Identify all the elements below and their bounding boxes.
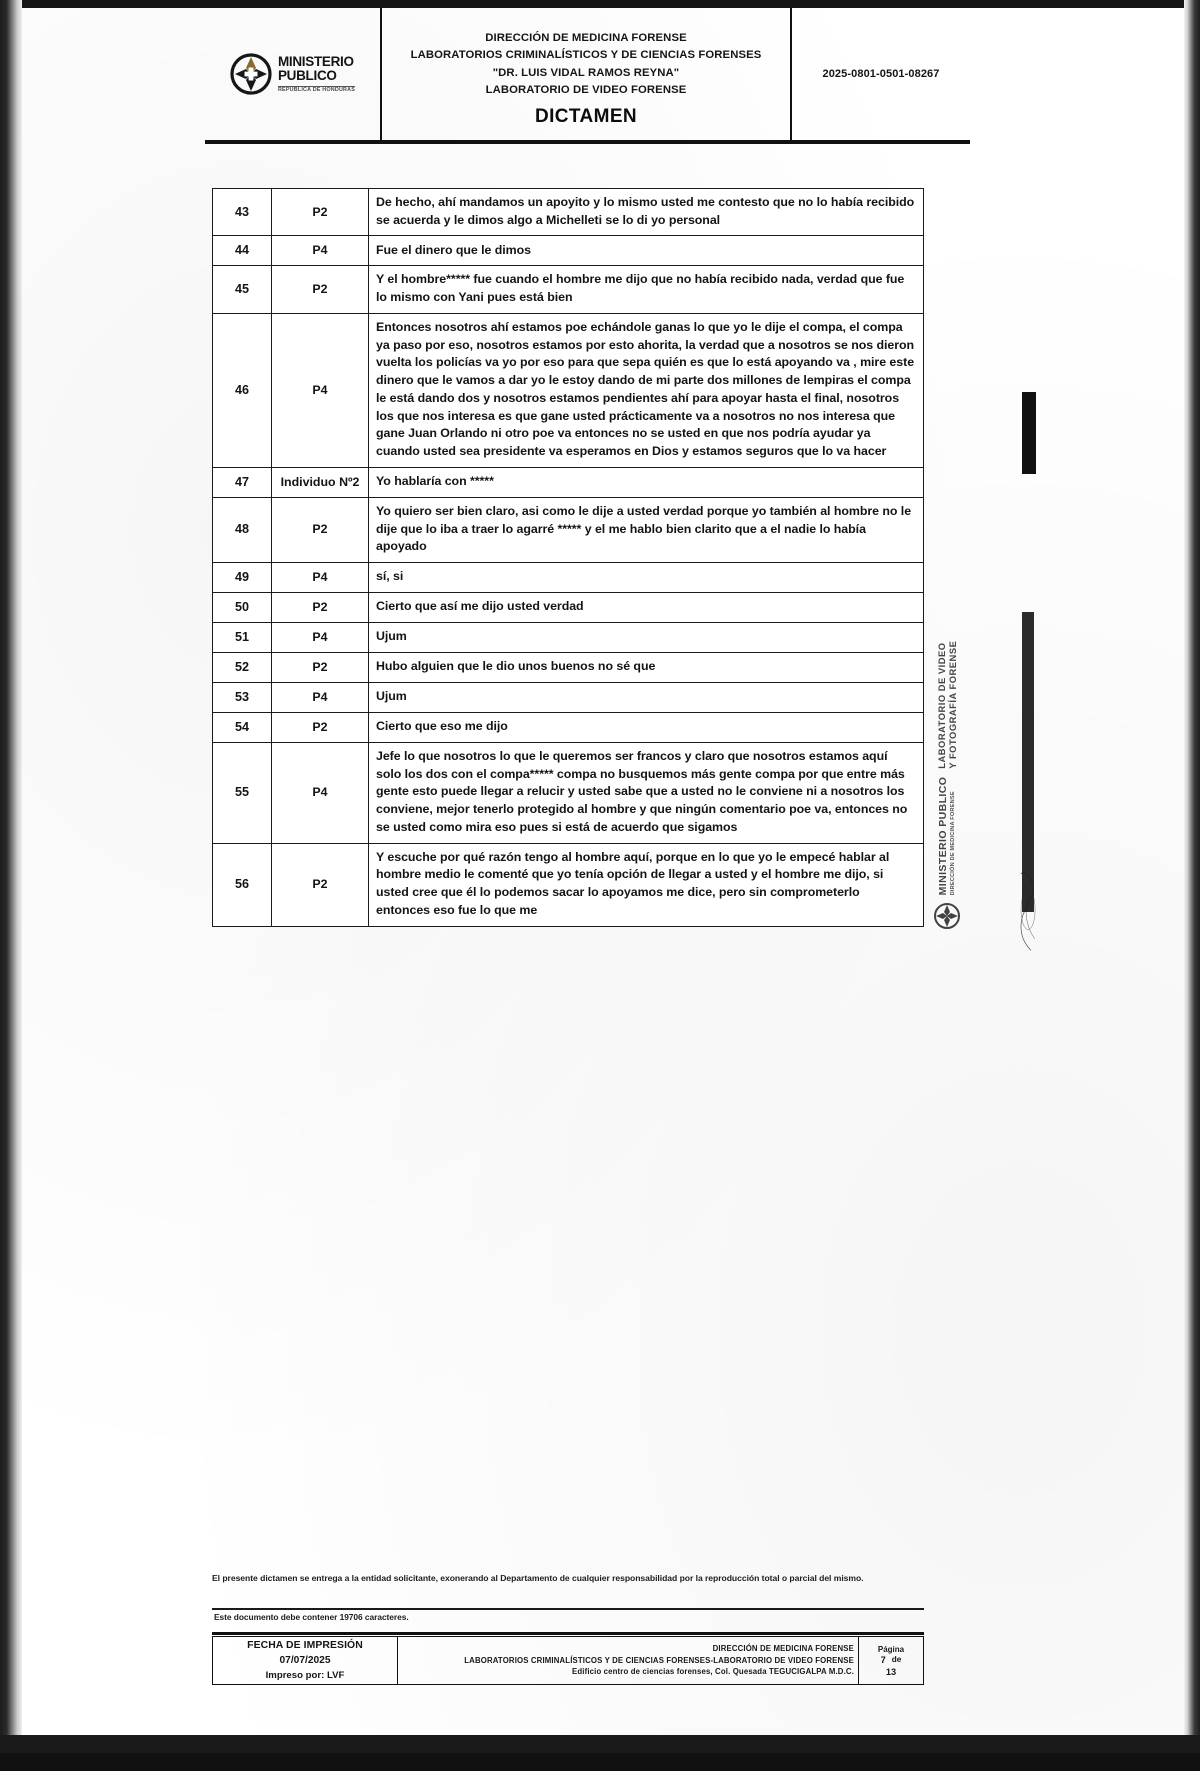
row-speaker: Individuo Nº2 xyxy=(272,467,369,497)
logo-line-2: PUBLICO xyxy=(277,67,337,83)
row-number: 44 xyxy=(213,236,272,266)
row-number: 54 xyxy=(213,713,272,743)
footer-printed-by: Impreso por: LVF xyxy=(265,1670,345,1681)
row-number: 50 xyxy=(213,593,272,623)
table-row xyxy=(213,189,924,236)
ministerio-publico-logo-icon xyxy=(230,52,272,96)
scan-band-bottom-gray xyxy=(0,1735,1200,1755)
table-row xyxy=(213,497,924,562)
transcript-table-body xyxy=(213,189,924,927)
row-speaker: P4 xyxy=(272,313,369,467)
header-titles-cell xyxy=(382,8,792,140)
row-number: 53 xyxy=(213,683,272,713)
row-transcript-text: Ujum xyxy=(369,683,924,713)
table-row xyxy=(213,563,924,593)
row-transcript-text: De hecho, ahí mandamos un apoyito y lo mismo usted me contesto que no lo había recibido se acuerda y le dimos algo a Michelleti se lo di yo personal xyxy=(369,189,924,236)
scan-band-bottom xyxy=(0,1753,1200,1771)
row-speaker: P4 xyxy=(272,563,369,593)
table-row xyxy=(213,653,924,683)
footer-char-count: Este documento debe contener 19706 caracteres. xyxy=(214,1612,409,1622)
header-case-number-cell xyxy=(792,8,970,140)
table-row xyxy=(213,743,924,844)
footer-print-date: 07/07/2025 xyxy=(279,1655,331,1666)
row-speaker: P2 xyxy=(272,189,369,236)
case-number: 2025-0801-0501-08267 xyxy=(822,68,940,80)
row-speaker: P2 xyxy=(272,713,369,743)
row-number: 47 xyxy=(213,467,272,497)
header-line-3: "DR. LUIS VIDAL RAMOS REYNA" xyxy=(492,66,680,79)
official-seal-stamp xyxy=(933,615,1025,955)
footer-print-label: FECHA DE IMPRESIÓN xyxy=(247,1640,363,1651)
row-transcript-text: Fue el dinero que le dimos xyxy=(369,236,924,266)
header-line-4: LABORATORIO DE VIDEO FORENSE xyxy=(485,83,687,96)
row-number: 49 xyxy=(213,563,272,593)
row-number: 45 xyxy=(213,266,272,313)
table-row xyxy=(213,843,924,926)
row-transcript-text: Ujum xyxy=(369,623,924,653)
row-transcript-text: Jefe lo que nosotros lo que le queremos ser francos y claro que nosotros estamos aquí solo los dos con el compa***** compa no busquemos más gente compa por que entre más gente esto puede llegar a relucir y usted sabe que a usted no le conviene ni a nosotros los conviene, mejor tenerlo protegido al hombre y que ningún comentario poe va, entonces no se usted como mira eso pues si está de acuerdo que sigamos xyxy=(369,743,924,844)
row-number: 55 xyxy=(213,743,272,844)
handwritten-signature xyxy=(967,863,1087,955)
row-speaker: P2 xyxy=(272,593,369,623)
row-speaker: P4 xyxy=(272,623,369,653)
footer-org-line-1: DIRECCIÓN DE MEDICINA FORENSE xyxy=(712,1643,854,1653)
document-title: DICTAMEN xyxy=(534,105,638,127)
footer-disclaimer: El presente dictamen se entrega a la entidad solicitante, exonerando al Departamento de cualquier responsabilidad por la reproducción total o parcial del mismo. xyxy=(212,1573,864,1583)
row-speaker: P4 xyxy=(272,236,369,266)
row-number: 51 xyxy=(213,623,272,653)
footer-page-cell xyxy=(859,1637,924,1685)
header-line-1: DIRECCIÓN DE MEDICINA FORENSE xyxy=(485,32,687,45)
stamp-line-4: Y FOTOGRAFÍA FORENSE xyxy=(947,640,958,769)
scan-edge-right xyxy=(1184,0,1200,1771)
row-transcript-text: Y el hombre***** fue cuando el hombre me dijo que no había recibido nada, verdad que fue lo mismo con Yani pues está bien xyxy=(369,266,924,313)
logo-line-1: MINISTERIO xyxy=(277,53,354,69)
footer-page-total: 13 xyxy=(885,1666,897,1677)
row-transcript-text: Hubo alguien que le dio unos buenos no sé que xyxy=(369,653,924,683)
row-number: 43 xyxy=(213,189,272,236)
row-number: 52 xyxy=(213,653,272,683)
footer-divider-1 xyxy=(212,1608,924,1610)
transcript-table xyxy=(212,188,924,927)
footer-page-current: 7 xyxy=(880,1654,886,1665)
table-row xyxy=(213,623,924,653)
row-speaker: P2 xyxy=(272,843,369,926)
footer-table xyxy=(212,1636,924,1685)
stamp-line-1: MINISTERIO PUBLICO xyxy=(937,776,949,896)
table-row xyxy=(213,236,924,266)
footer-page-of: de xyxy=(891,1655,902,1664)
footer-org-cell xyxy=(398,1637,859,1685)
footer-org-line-2: LABORATORIOS CRIMINALÍSTICOS Y DE CIENCIAS FORENSES-LABORATORIO DE VIDEO FORENSE xyxy=(464,1655,854,1665)
scan-band-top xyxy=(0,0,1200,8)
footer-org-line-3: Edificio centro de ciencias forenses, Col. Quesada TEGUCIGALPA M.D.C. xyxy=(572,1667,854,1677)
row-speaker: P2 xyxy=(272,653,369,683)
row-speaker: P4 xyxy=(272,683,369,713)
row-transcript-text: Cierto que eso me dijo xyxy=(369,713,924,743)
row-speaker: P2 xyxy=(272,497,369,562)
table-row xyxy=(213,713,924,743)
table-row xyxy=(213,313,924,467)
row-transcript-text: Entonces nosotros ahí estamos poe echándole ganas lo que yo le dije el compa, el compa ya paso por eso, nosotros estamos por esto ahorita, la verdad que a nosotros se nos dieron vuelta los policías va yo por eso para que sepa quién es que lo está apoyando va , mire este dinero que le vamos a dar yo le estoy dando de mi parte dos millones de lempiras el compa le está dando dos y nosotros estamos pendientes ahí para apoyar hasta el final, nosotros los que nos interesa es que gane usted prácticamente va a nosotros no nos interesa que gane Juan Orlando ni otro poe va entonces no se usted en que nos podría ayudar ya cuando usted sea presidente va esperamos en Dios y estamos seguros que lo va hacer xyxy=(369,313,924,467)
footer-table-row xyxy=(213,1637,924,1685)
scan-edge-left xyxy=(0,0,22,1771)
header-line-2: LABORATORIOS CRIMINALÍSTICOS Y DE CIENCIAS FORENSES xyxy=(410,49,762,62)
row-speaker: P4 xyxy=(272,743,369,844)
row-number: 48 xyxy=(213,497,272,562)
row-number: 46 xyxy=(213,313,272,467)
row-transcript-text: Yo quiero ser bien claro, asi como le dije a usted verdad porque yo también al hombre no le dije que lo iba a traer lo agarré ***** y el me hablo bien clarito que a el nadie lo había apoyado xyxy=(369,497,924,562)
footer-print-cell xyxy=(213,1637,398,1685)
row-transcript-text: Yo hablaría con ***** xyxy=(369,467,924,497)
row-transcript-text: sí, si xyxy=(369,563,924,593)
page-edge-mark-upper xyxy=(1022,392,1036,474)
footer-page-label: Página xyxy=(877,1644,905,1654)
row-speaker: P2 xyxy=(272,266,369,313)
stamp-line-2: DIRECCIÓN DE MEDICINA FORENSE xyxy=(949,791,956,896)
document-header xyxy=(205,8,970,144)
table-row xyxy=(213,266,924,313)
footer-divider-2 xyxy=(212,1632,924,1635)
seal-emblem-icon xyxy=(933,903,961,929)
table-row xyxy=(213,467,924,497)
row-number: 56 xyxy=(213,843,272,926)
header-logo-cell xyxy=(205,8,382,140)
stamp-line-3: LABORATORIO DE VIDEO xyxy=(936,642,948,769)
row-transcript-text: Y escuche por qué razón tengo al hombre aquí, porque en lo que yo le empecé hablar al hombre medio le comenté que yo tenía opción de llegar a usted y el hombre me dijo, si usted cree que él lo podemos sacar lo apoyamos me dice, pero sin comprometerlo entonces eso fue lo que me xyxy=(369,843,924,926)
table-row xyxy=(213,683,924,713)
logo-line-3: REPUBLICA DE HONDURAS xyxy=(277,86,356,93)
row-transcript-text: Cierto que así me dijo usted verdad xyxy=(369,593,924,623)
table-row xyxy=(213,593,924,623)
